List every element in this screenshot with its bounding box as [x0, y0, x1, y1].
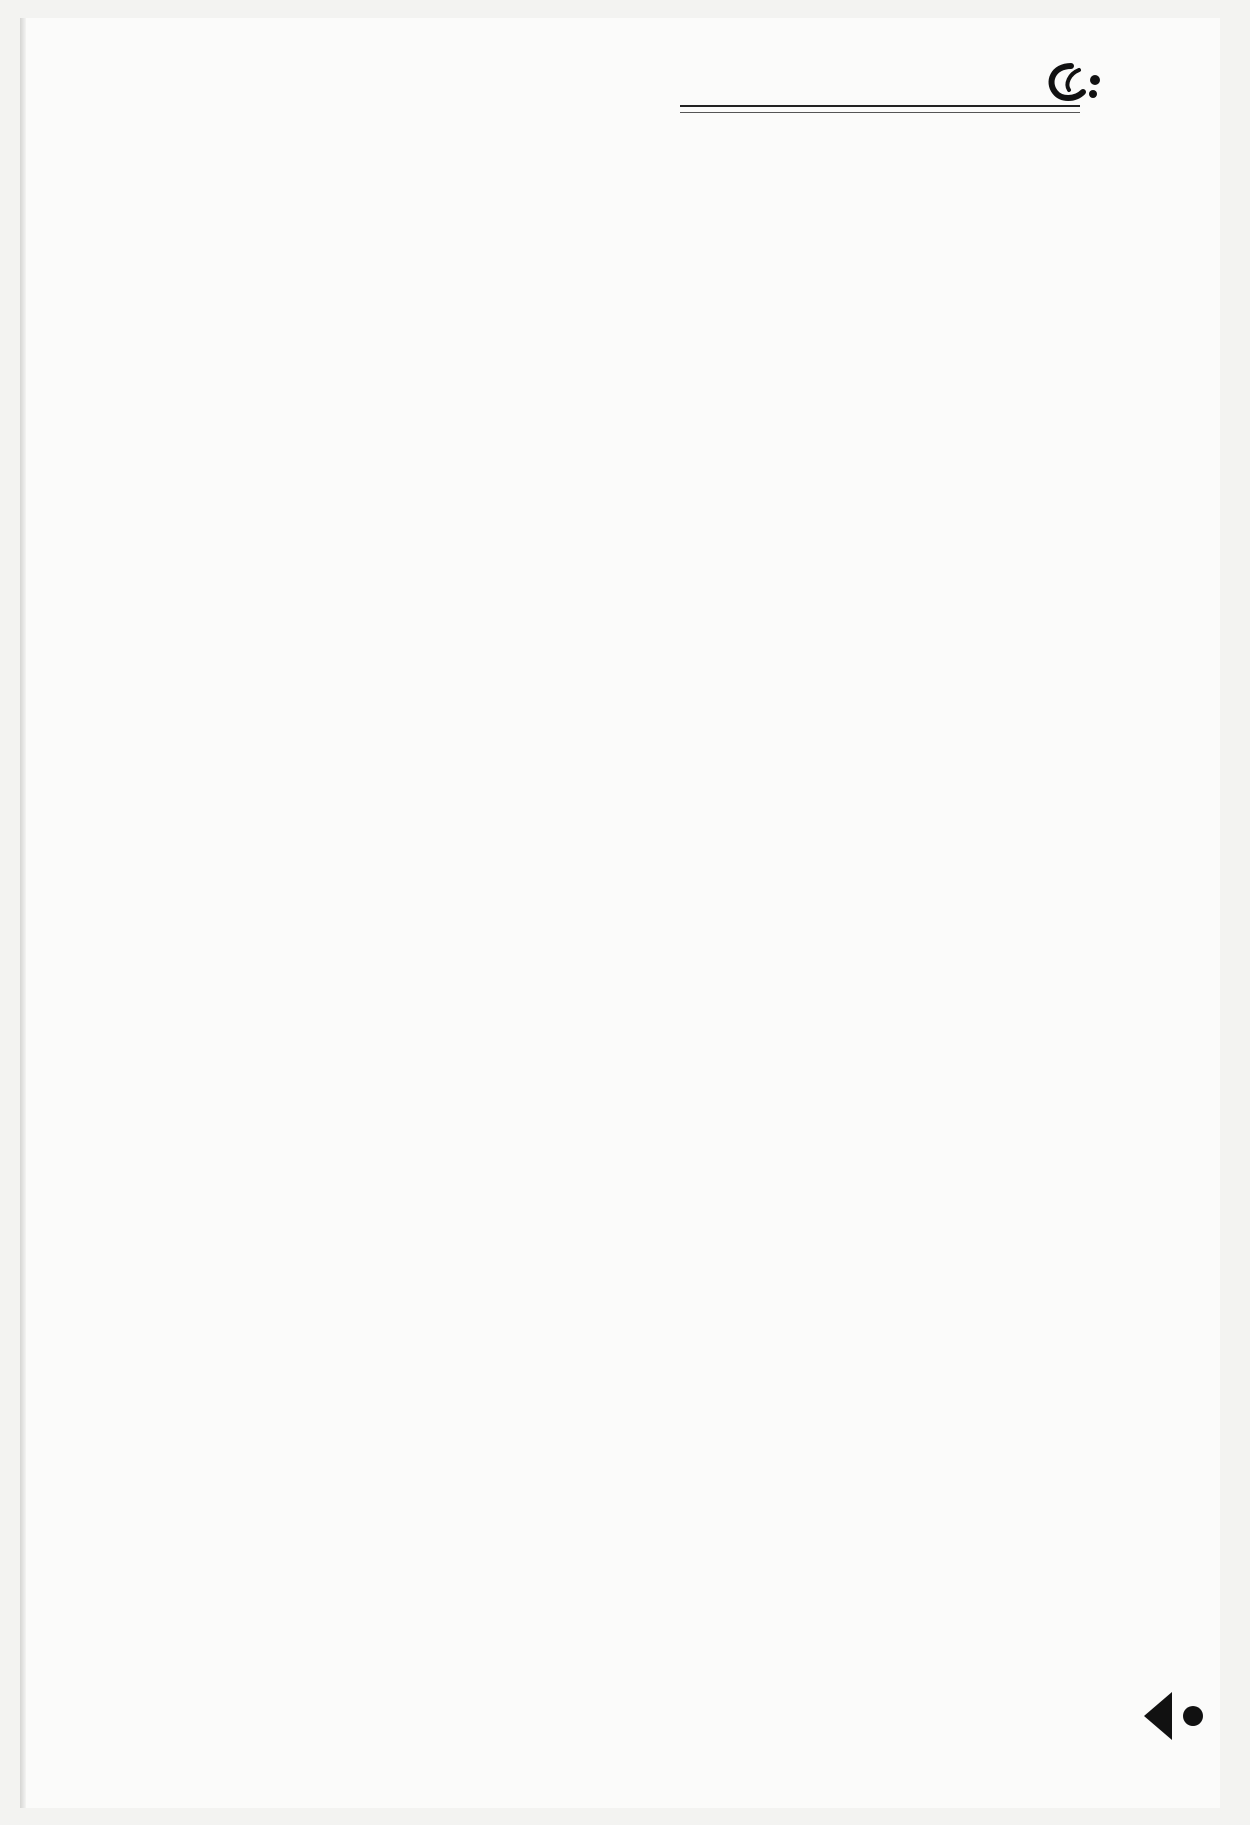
page-arrow-icon [1138, 1688, 1208, 1743]
